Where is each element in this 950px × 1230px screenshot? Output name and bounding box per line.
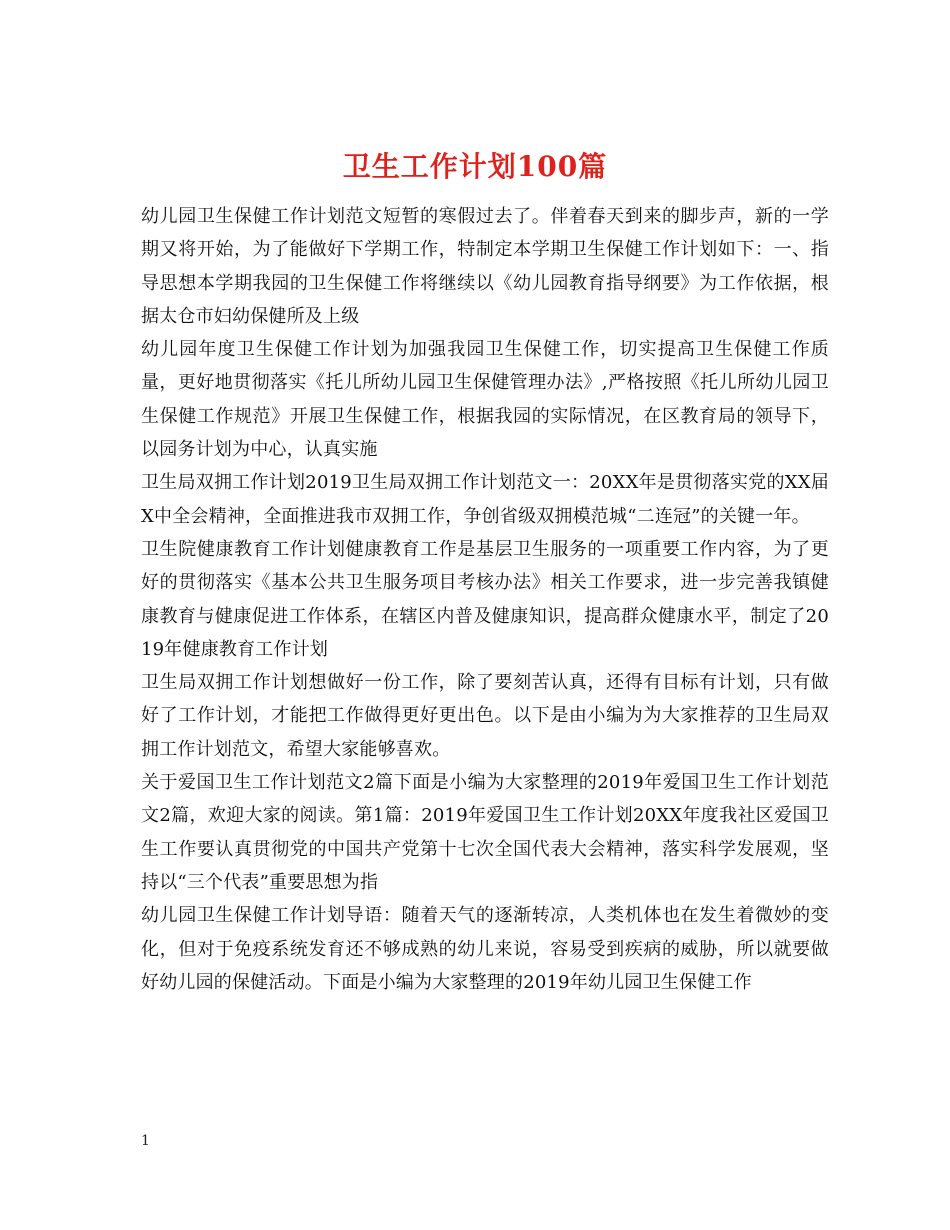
document-body — [141, 200, 829, 999]
paragraph: 卫生院健康教育工作计划健康教育工作是基层卫生服务的一项重要工作内容，为了更好的贯彻落实《基本公共卫生服务项目考核办法》相关工作要求，进一步完善我镇健康教育与健康促进工作体系，在辖区内普及健康知识，提高群众健康水平，制定了2019年健康教育工作计划 — [141, 538, 829, 660]
document-title: 卫生工作计划100篇 — [342, 149, 608, 183]
paragraph: 幼儿园卫生保健工作计划范文短暂的寒假过去了。伴着春天到来的脚步声，新的一学期又将开始，为了能做好下学期工作，特制定本学期卫生保健工作计划如下：一、指导思想本学期我园的卫生保健工作将继续以《幼儿园教育指导纲要》为工作依据，根据太仓市妇幼保健所及上级 — [141, 206, 829, 327]
paragraph: 卫生局双拥工作计划想做好一份工作，除了要刻苦认真，还得有目标有计划，只有做好了工作计划，才能把工作做得更好更出色。以下是由小编为为大家推荐的卫生局双拥工作计划范文，希望大家能够喜欢。 — [141, 672, 829, 760]
page-number: 1 — [141, 1133, 150, 1149]
paragraph: 卫生局双拥工作计划2019卫生局双拥工作计划范文一：20XX年是贯彻落实党的XX届X中全会精神，全面推进我市双拥工作，争创省级双拥模范城“二连冠”的关键一年。 — [141, 472, 829, 527]
paragraph: 关于爱国卫生工作计划范文2篇下面是小编为大家整理的2019年爱国卫生工作计划范文2篇，欢迎大家的阅读。第1篇：2019年爱国卫生工作计划20XX年度我社区爱国卫生工作要认真贯彻党的中国共产党第十七次全国代表大会精神，落实科学发展观，坚持以“三个代表”重要思想为指 — [141, 772, 829, 893]
paragraph: 幼儿园卫生保健工作计划导语：随着天气的逐渐转凉，人类机体也在发生着微妙的变化，但对于免疫系统发育还不够成熟的幼儿来说，容易受到疾病的威胁，所以就要做好幼儿园的保健活动。下面是小编为大家整理的2019年幼儿园卫生保健工作 — [141, 905, 829, 993]
paragraph: 幼儿园年度卫生保健工作计划为加强我园卫生保健工作，切实提高卫生保健工作质量，更好地贯彻落实《托儿所幼儿园卫生保健管理办法》,严格按照《托儿所幼儿园卫生保健工作规范》开展卫生保健工作，根据我园的实际情况，在区教育局的领导下，以园务计划为中心，认真实施 — [141, 339, 829, 461]
